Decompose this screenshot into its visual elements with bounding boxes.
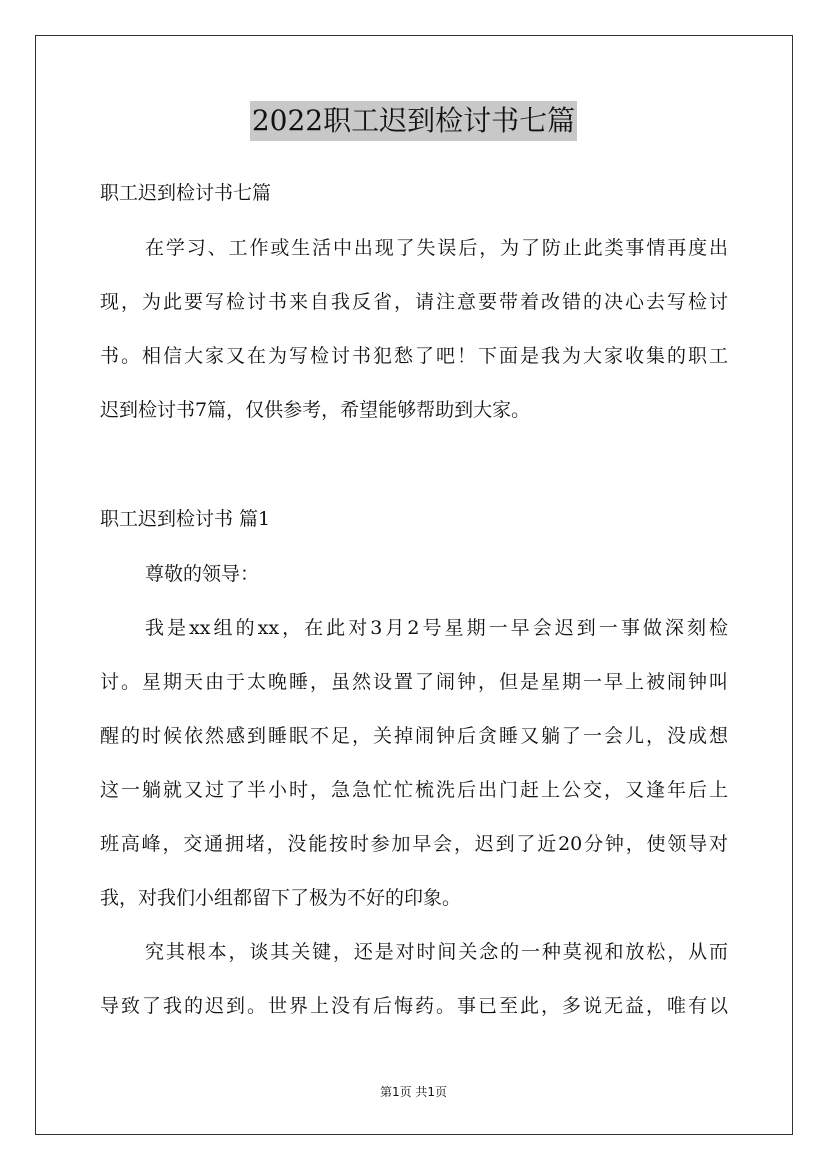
body-line: 这一躺就又过了半小时，急急忙忙梳洗后出门赶上公交，又逢年后上	[100, 779, 728, 801]
body-line: 究其根本，谈其关键，还是对时间关念的一种莫视和放松，从而	[145, 941, 728, 963]
body-line: 我是xx组的xx，在此对3月2号星期一早会迟到一事做深刻检	[145, 617, 728, 639]
salutation: 尊敬的领导：	[145, 563, 260, 585]
document-title-text: 2022职工迟到检讨书七篇	[250, 101, 577, 141]
body-line: 我，对我们小组都留下了极为不好的印象。	[100, 887, 462, 909]
body-line: 导致了我的迟到。世界上没有后悔药。事已至此，多说无益，唯有以	[100, 995, 728, 1017]
intro-line: 在学习、工作或生活中出现了失误后，为了防止此类事情再度出	[145, 237, 728, 259]
subtitle: 职工迟到检讨书七篇	[100, 182, 272, 204]
body-line: 班高峰，交通拥堵，没能按时参加早会，迟到了近20分钟，使领导对	[100, 833, 728, 855]
body-line: 醒的时候依然感到睡眠不足，关掉闹钟后贪睡又躺了一会儿，没成想	[100, 725, 728, 747]
section-heading: 职工迟到检讨书 篇1	[100, 508, 271, 530]
document-title	[0, 101, 827, 141]
page-footer: 第1页 共1页	[379, 1085, 448, 1099]
intro-line: 迟到检讨书7篇，仅供参考，希望能够帮助到大家。	[100, 399, 531, 421]
intro-line: 书。相信大家又在为写检讨书犯愁了吧！下面是我为大家收集的职工	[100, 345, 728, 367]
intro-line: 现，为此要写检讨书来自我反省，请注意要带着改错的决心去写检讨	[100, 291, 728, 313]
body-line: 讨。星期天由于太晚睡，虽然设置了闹钟，但是星期一早上被闹钟叫	[100, 671, 728, 693]
